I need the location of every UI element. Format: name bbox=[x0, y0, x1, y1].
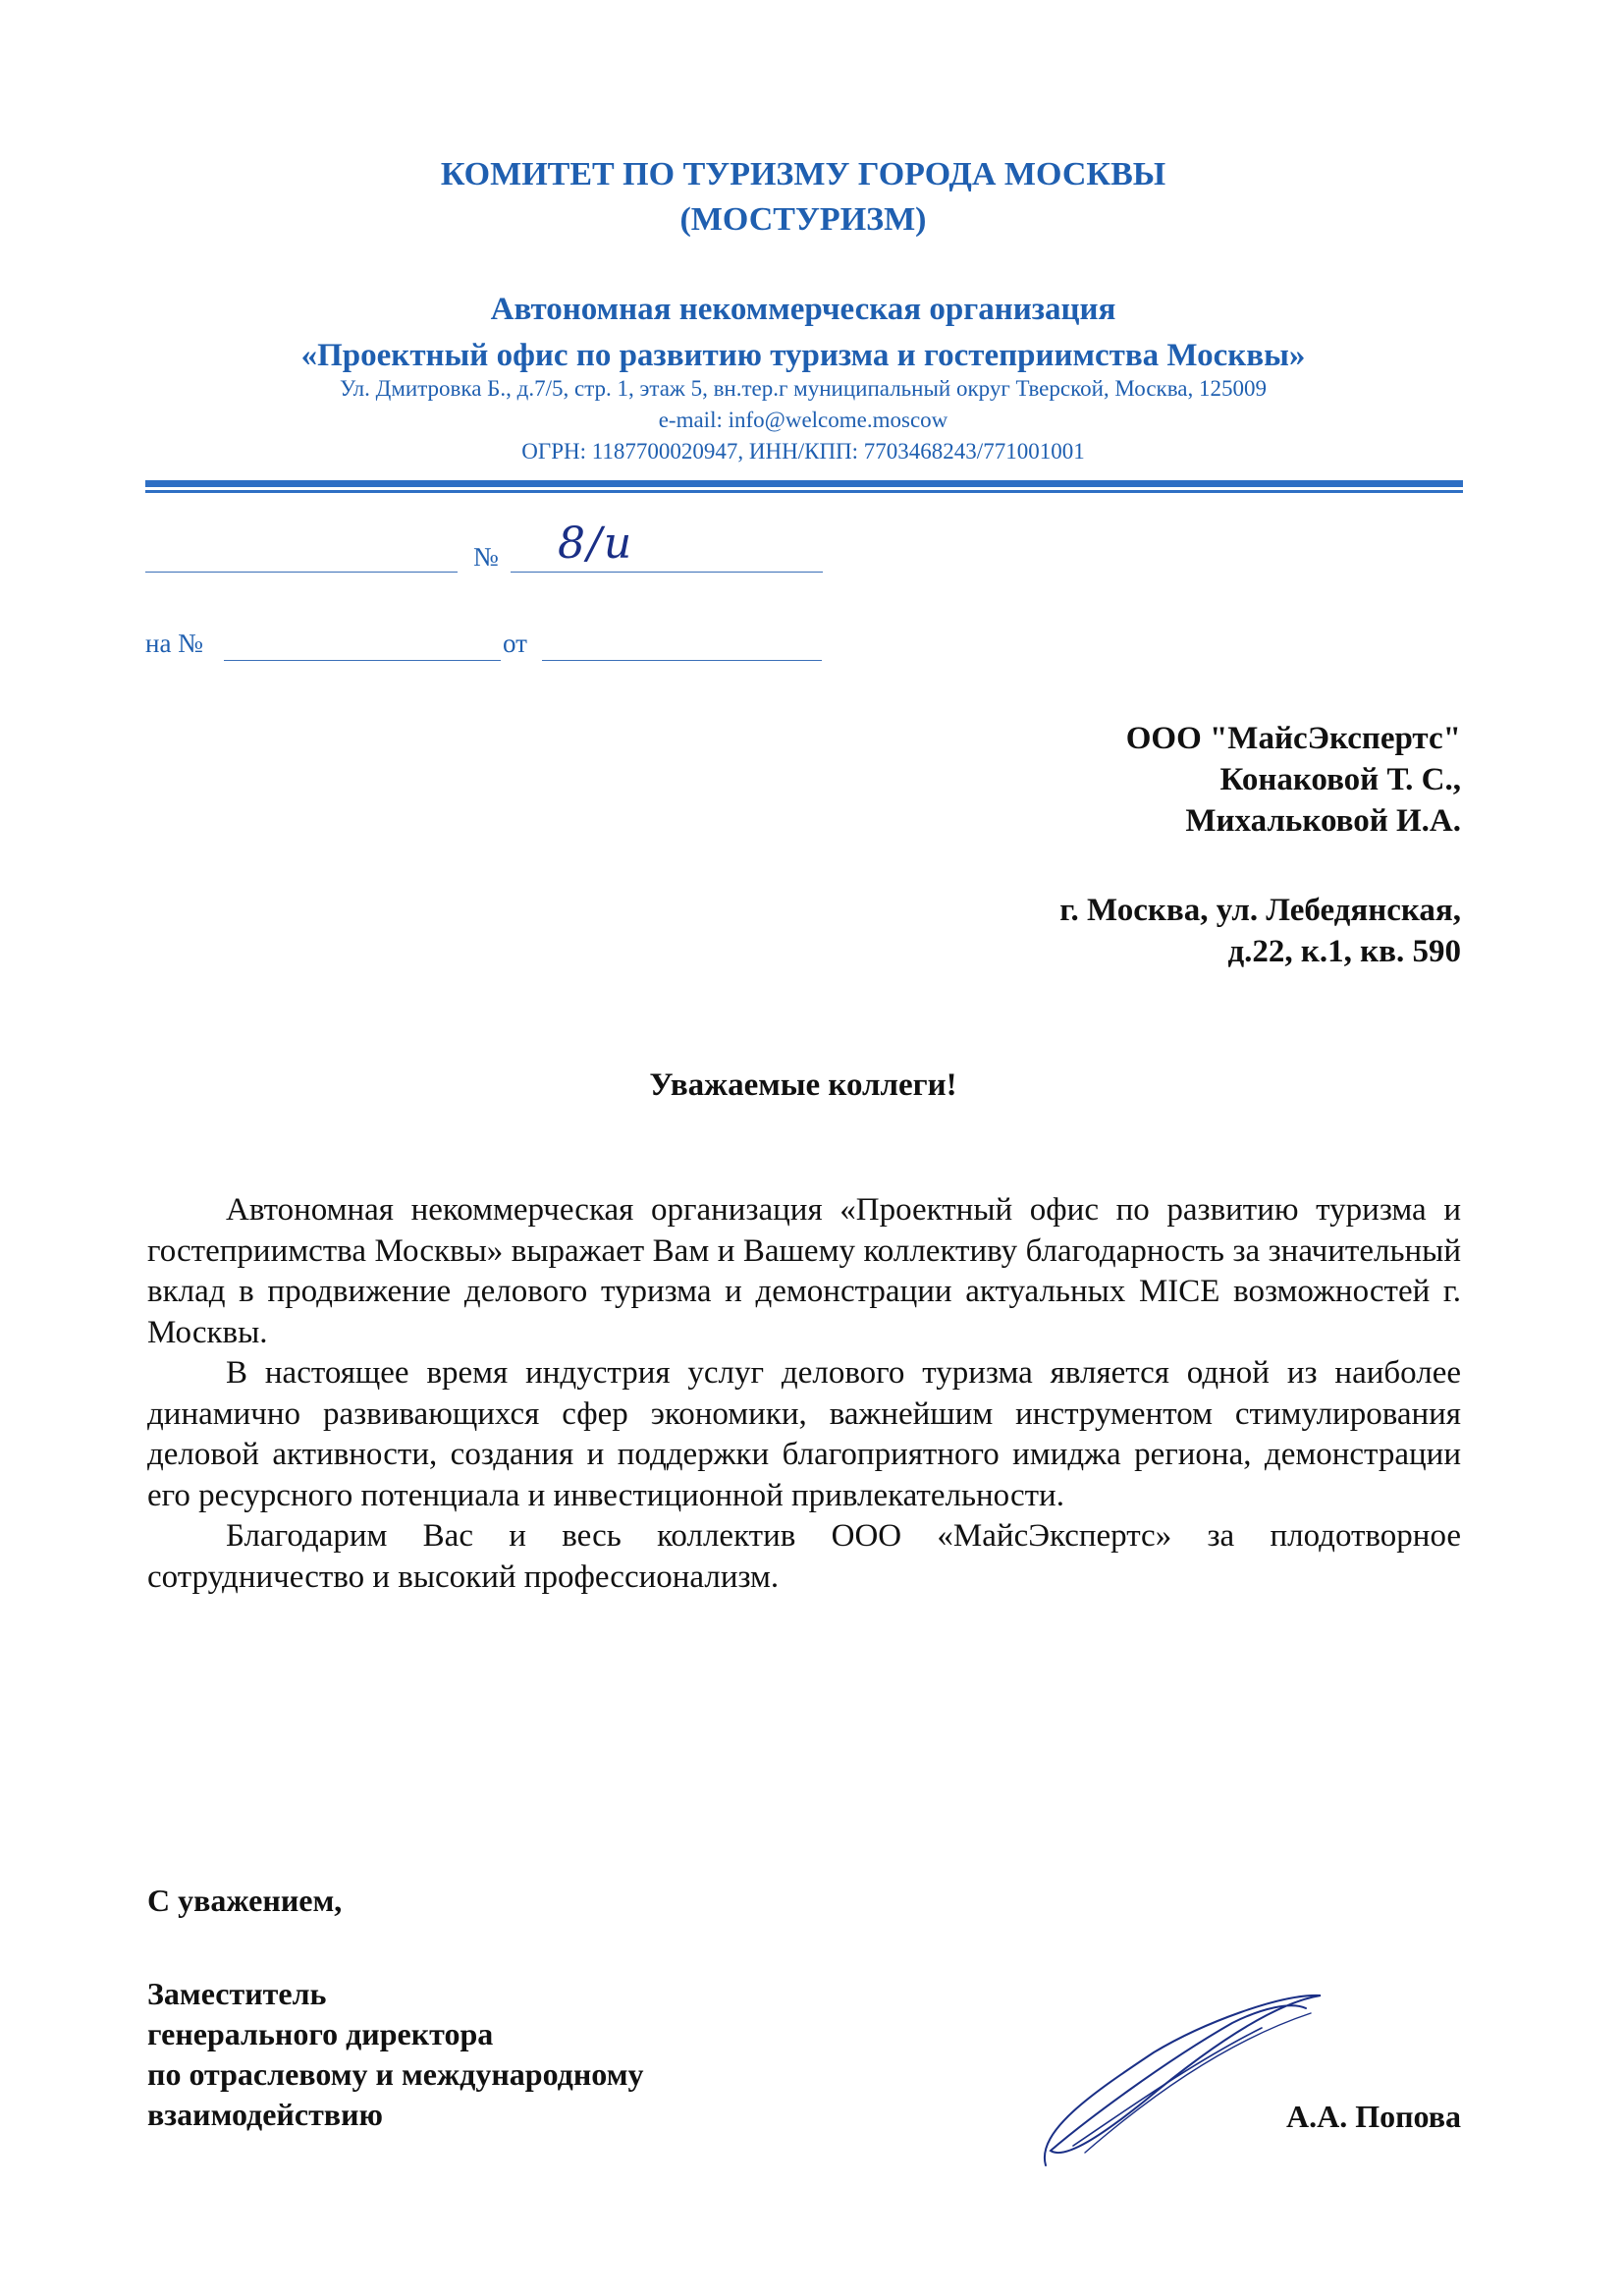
recipient-company: ООО "МайсЭкспертс" bbox=[1125, 721, 1461, 756]
salutation: Уважаемые коллеги! bbox=[649, 1067, 957, 1103]
letterhead-divider-thin bbox=[145, 490, 1463, 493]
letterhead-committee bbox=[145, 152, 1461, 243]
body-paragraph-3: Благодарим Вас и весь коллектив ООО «МайсЭкспертс» за плодотворное сотрудничество и высокий профессионализм. bbox=[147, 1518, 1461, 1595]
ano-title-line-1: Автономная некоммерческая организация bbox=[490, 292, 1116, 327]
recipient-person-2: Михальковой И.А. bbox=[1185, 803, 1461, 839]
organization-registration: ОГРН: 1187700020947, ИНН/КПП: 7703468243/771001001 bbox=[521, 439, 1085, 464]
outgoing-number-handwritten: 8/и bbox=[558, 519, 634, 569]
outgoing-number-label: № bbox=[473, 542, 499, 572]
outgoing-number-line bbox=[511, 572, 823, 573]
recipient-person-1: Конаковой Т. С., bbox=[1219, 762, 1461, 797]
body-paragraph-1: Автономная некоммерческая организация «Проектный офис по развитию туризма и гостеприимства Москвы» выражает Вам и Вашему коллективу благодарность за значительный вклад в продвижение делового туризма и демонстрации актуальных MICE возможностей г. Москвы. bbox=[147, 1192, 1461, 1350]
recipient-block bbox=[1126, 718, 1461, 842]
letterhead-organization bbox=[145, 287, 1461, 379]
ano-title-line-2: «Проектный офис по развитию туризма и гостеприимства Москвы» bbox=[300, 338, 1306, 373]
organization-email: e-mail: info@welcome.moscow bbox=[658, 408, 948, 432]
committee-abbreviation: (МОСТУРИЗМ) bbox=[679, 201, 927, 238]
reply-number-line bbox=[224, 660, 501, 661]
recipient-address-line-1: г. Москва, ул. Лебедянская, bbox=[1059, 893, 1461, 928]
recipient-address-block bbox=[1059, 890, 1461, 972]
handwritten-signature bbox=[1026, 1984, 1340, 2180]
letterhead-divider-thick bbox=[145, 480, 1463, 487]
signer-position-line-4: взаимодействию bbox=[147, 2097, 383, 2132]
signer-name: А.А. Попова bbox=[1285, 2099, 1461, 2134]
organization-address: Ул. Дмитровка Б., д.7/5, стр. 1, этаж 5, вн.тер.г муниципальный округ Тверской, Москва, 125009 bbox=[339, 376, 1267, 401]
committee-name: КОМИТЕТ ПО ТУРИЗМУ ГОРОДА МОСКВЫ bbox=[440, 156, 1166, 192]
letterhead-contacts bbox=[145, 373, 1461, 467]
letter-body bbox=[147, 1190, 1461, 1598]
closing-regards: С уважением, bbox=[147, 1883, 343, 1918]
reply-date-line bbox=[542, 660, 822, 661]
signer-position-line-2: генерального директора bbox=[147, 2016, 494, 2051]
reply-date-label: от bbox=[503, 629, 527, 658]
reply-number-label: на № bbox=[145, 629, 203, 658]
signer-position-line-3: по отраслевому и международному bbox=[147, 2056, 644, 2092]
body-paragraph-2: В настоящее время индустрия услуг делового туризма является одной из наиболее динамично развивающихся сфер экономики, важнейшим инструментом стимулирования деловой активности, создания и поддержки благоприятного имиджа региона, демонстрации его ресурсного потенциала и инвестиционной привлекательности. bbox=[147, 1355, 1461, 1513]
signer-position-line-1: Заместитель bbox=[147, 1976, 327, 2011]
recipient-address-line-2: д.22, к.1, кв. 590 bbox=[1227, 934, 1461, 969]
date-blank-line bbox=[145, 572, 458, 573]
signer-position bbox=[147, 1974, 643, 2135]
